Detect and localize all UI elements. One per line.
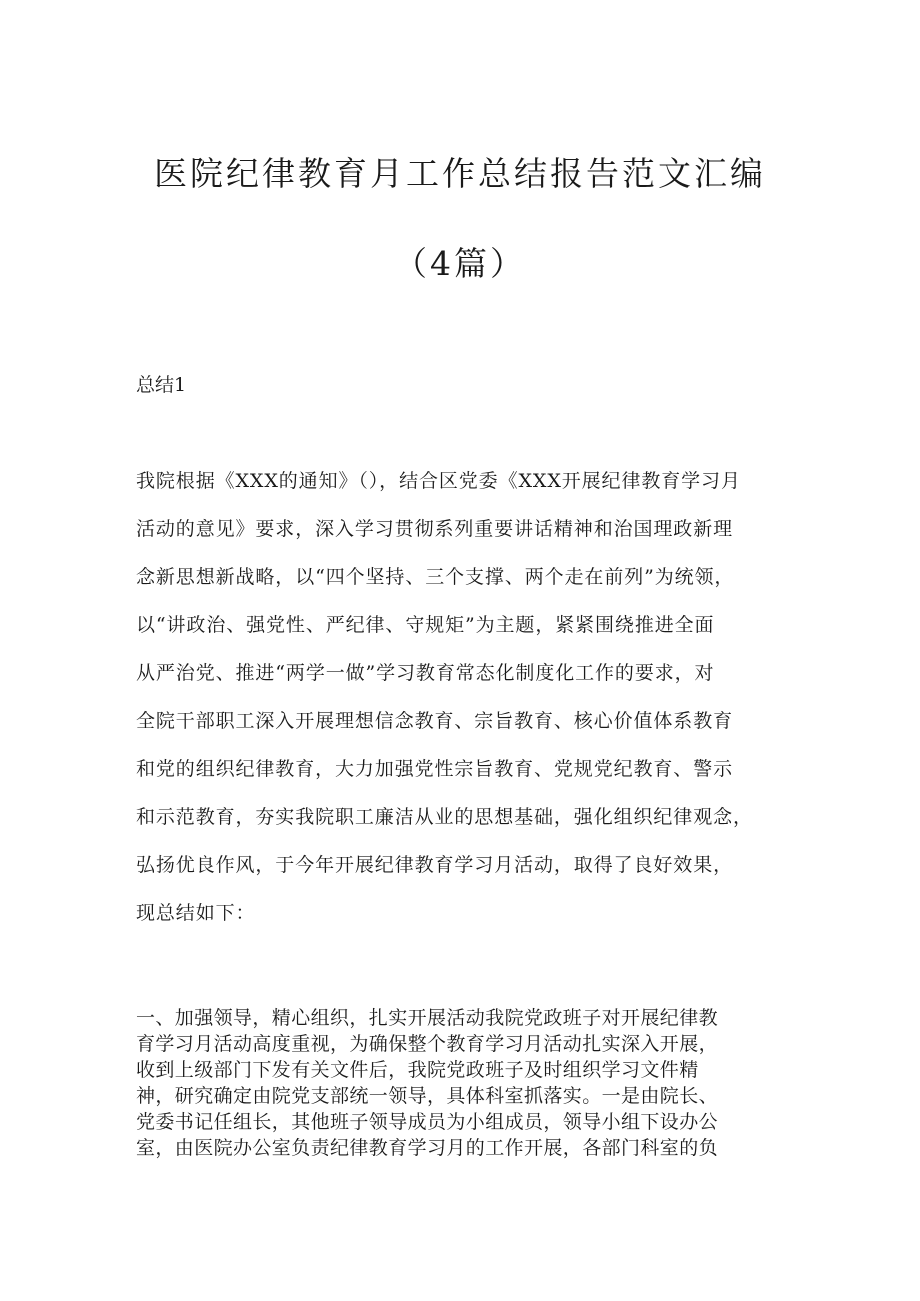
paragraph-line: 弘扬优良作风，于今年开展纪律教育学习月活动，取得了良好效果， — [136, 854, 734, 876]
paragraph-line: 我院根据《XXX的通知》（），结合区党委《XXX开展纪律教育学习月 — [136, 470, 741, 492]
paragraph-line: 和党的组织纪律教育，大力加强党性宗旨教育、党规党纪教育、警示 — [136, 758, 734, 780]
paragraph-line: 全院干部职工深入开展理想信念教育、宗旨教育、核心价值体系教育 — [136, 710, 734, 732]
paragraph-line: 现总结如下： — [136, 902, 256, 924]
paragraph-line: 活动的意见》要求，深入学习贯彻系列重要讲话精神和治国理政新理 — [136, 518, 734, 540]
section-heading: 总结1 — [136, 374, 187, 396]
document-title: 医院纪律教育月工作总结报告范文汇编 — [154, 154, 766, 193]
paragraph-line: 一、加强领导，精心组织，扎实开展活动我院党政班子对开展纪律教 — [136, 1007, 719, 1029]
document-subtitle: （4篇） — [394, 244, 526, 283]
paragraph-line: 和示范教育，夯实我院职工廉洁从业的思想基础，强化组织纪律观念， — [136, 806, 753, 828]
paragraph-line: 室，由医院办公室负责纪律教育学习月的工作开展，各部门科室的负 — [136, 1137, 719, 1159]
paragraph-line: 以“讲政治、强党性、严纪律、守规矩”为主题，紧紧围绕推进全面 — [136, 614, 715, 636]
paragraph-line: 育学习月活动高度重视，为确保整个教育学习月活动扎实深入开展， — [136, 1033, 719, 1055]
paragraph-line: 从严治党、推进“两学一做”学习教育常态化制度化工作的要求，对 — [136, 662, 715, 684]
paragraph-line: 收到上级部门下发有关文件后，我院党政班子及时组织学习文件精 — [136, 1059, 699, 1081]
paragraph-line: 党委书记任组长，其他班子领导成员为小组成员，领导小组下设办公 — [136, 1111, 719, 1133]
paragraph-line: 念新思想新战略，以“四个坚持、三个支撑、两个走在前列”为统领， — [136, 566, 735, 588]
paragraph-line: 神，研究确定由院党支部统一领导，具体科室抓落实。一是由院长、 — [136, 1085, 719, 1107]
